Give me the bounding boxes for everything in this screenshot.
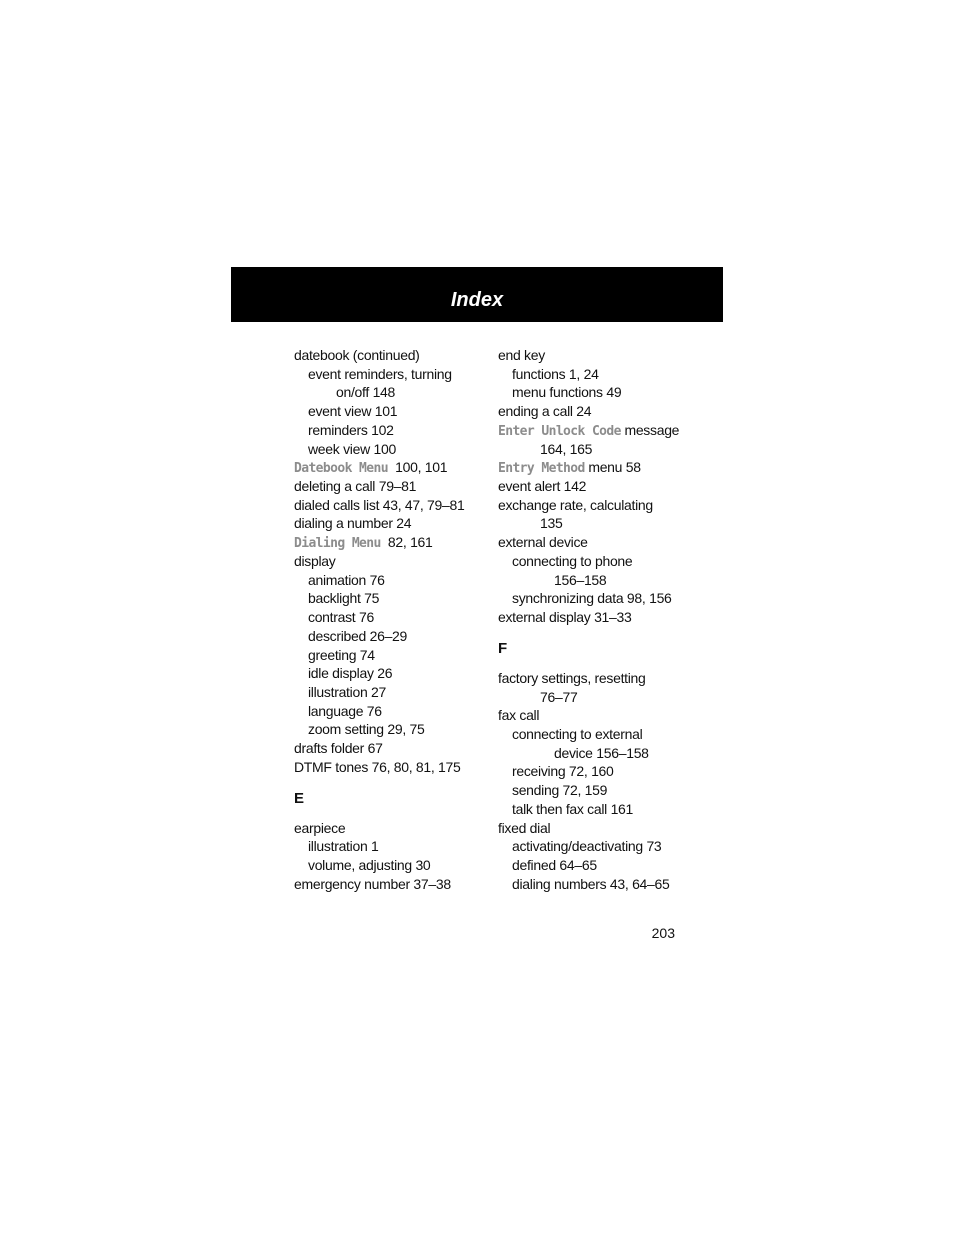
index-subentry: animation 76 — [308, 571, 385, 588]
index-subentry: greeting 74 — [308, 646, 375, 663]
index-subentry: defined 64–65 — [512, 856, 597, 873]
page-refs: 82, 161 — [387, 534, 433, 551]
index-entry: external display 31–33 — [498, 609, 632, 626]
page-refs: 100, 101 — [395, 459, 448, 476]
index-entry — [294, 533, 494, 552]
index-column-left — [294, 346, 494, 893]
menu-term: Entry Method — [498, 461, 585, 477]
index-entry — [294, 458, 494, 477]
index-subentry: sending 72, 159 — [512, 782, 608, 799]
index-entry: ending a call 24 — [498, 403, 592, 420]
index-entry: display — [294, 552, 336, 569]
index-subentry: volume, adjusting 30 — [308, 856, 431, 873]
index-entry: DTMF tones 76, 80, 81, 175 — [294, 758, 461, 775]
index-subentry: zoom setting 29, 75 — [308, 721, 425, 738]
index-subentry: activating/deactivating 73 — [512, 838, 662, 855]
index-subentry: functions 1, 24 — [512, 365, 599, 382]
index-subentry: contrast 76 — [308, 609, 374, 626]
index-entry: deleting a call 79–81 — [294, 478, 417, 495]
index-column-right — [498, 346, 698, 893]
index-entry: end key — [498, 347, 545, 363]
entry-text: message — [624, 421, 680, 438]
index-subentry: synchronizing data 98, 156 — [512, 590, 672, 607]
index-continuation: 76–77 — [540, 688, 578, 705]
index-subentry: language 76 — [308, 702, 382, 719]
section-gap — [294, 777, 494, 789]
index-subentry: receiving 72, 160 — [512, 763, 614, 780]
index-subentry: menu functions 49 — [512, 384, 622, 401]
index-continuation: device 156–158 — [554, 744, 649, 761]
index-entry: datebook (continued) — [294, 347, 420, 363]
menu-term: Datebook Menu — [294, 461, 388, 477]
index-subentry: illustration 1 — [308, 838, 379, 855]
menu-term: Enter Unlock Code — [498, 423, 621, 439]
index-subentry: illustration 27 — [308, 683, 386, 700]
index-continuation: 164, 165 — [540, 440, 593, 457]
index-header-bar — [231, 267, 723, 322]
index-subentry: dialing numbers 43, 64–65 — [512, 875, 670, 892]
index-subentry: talk then fax call 161 — [512, 800, 634, 817]
index-entry: external device — [498, 534, 588, 551]
index-entry: earpiece — [294, 819, 346, 836]
index-continuation: on/off 148 — [336, 384, 396, 401]
menu-term: Dialing Menu — [294, 536, 381, 552]
index-entry: dialed calls list 43, 47, 79–81 — [294, 496, 465, 513]
index-entry: event alert 142 — [498, 478, 587, 495]
index-subentry: week view 100 — [308, 440, 396, 457]
index-entry: fax call — [498, 707, 540, 724]
index-entry: drafts folder 67 — [294, 740, 383, 757]
index-subentry: idle display 26 — [308, 665, 393, 682]
index-subentry: event view 101 — [308, 403, 398, 420]
index-entry: exchange rate, calculating — [498, 496, 653, 513]
index-subentry: event reminders, turning — [308, 365, 452, 382]
index-entry: factory settings, resetting — [498, 669, 646, 686]
section-gap — [498, 627, 698, 639]
index-continuation: 135 — [540, 515, 563, 532]
index-subentry: reminders 102 — [308, 421, 394, 438]
index-entry: dialing a number 24 — [294, 515, 412, 532]
index-subentry: described 26–29 — [308, 627, 408, 644]
index-entry: fixed dial — [498, 819, 551, 836]
page-title: Index — [450, 289, 504, 311]
section-letter-f: F — [498, 639, 508, 657]
index-subentry: connecting to external — [512, 725, 643, 742]
index-entry — [498, 458, 698, 477]
page-number: 203 — [651, 925, 675, 941]
index-entry — [498, 421, 698, 440]
index-subentry: backlight 75 — [308, 590, 380, 607]
index-subentry: connecting to phone — [512, 552, 633, 569]
entry-text: menu 58 — [588, 459, 641, 476]
section-letter-e: E — [294, 789, 305, 807]
index-entry: emergency number 37–38 — [294, 875, 451, 892]
index-continuation: 156–158 — [554, 571, 607, 588]
